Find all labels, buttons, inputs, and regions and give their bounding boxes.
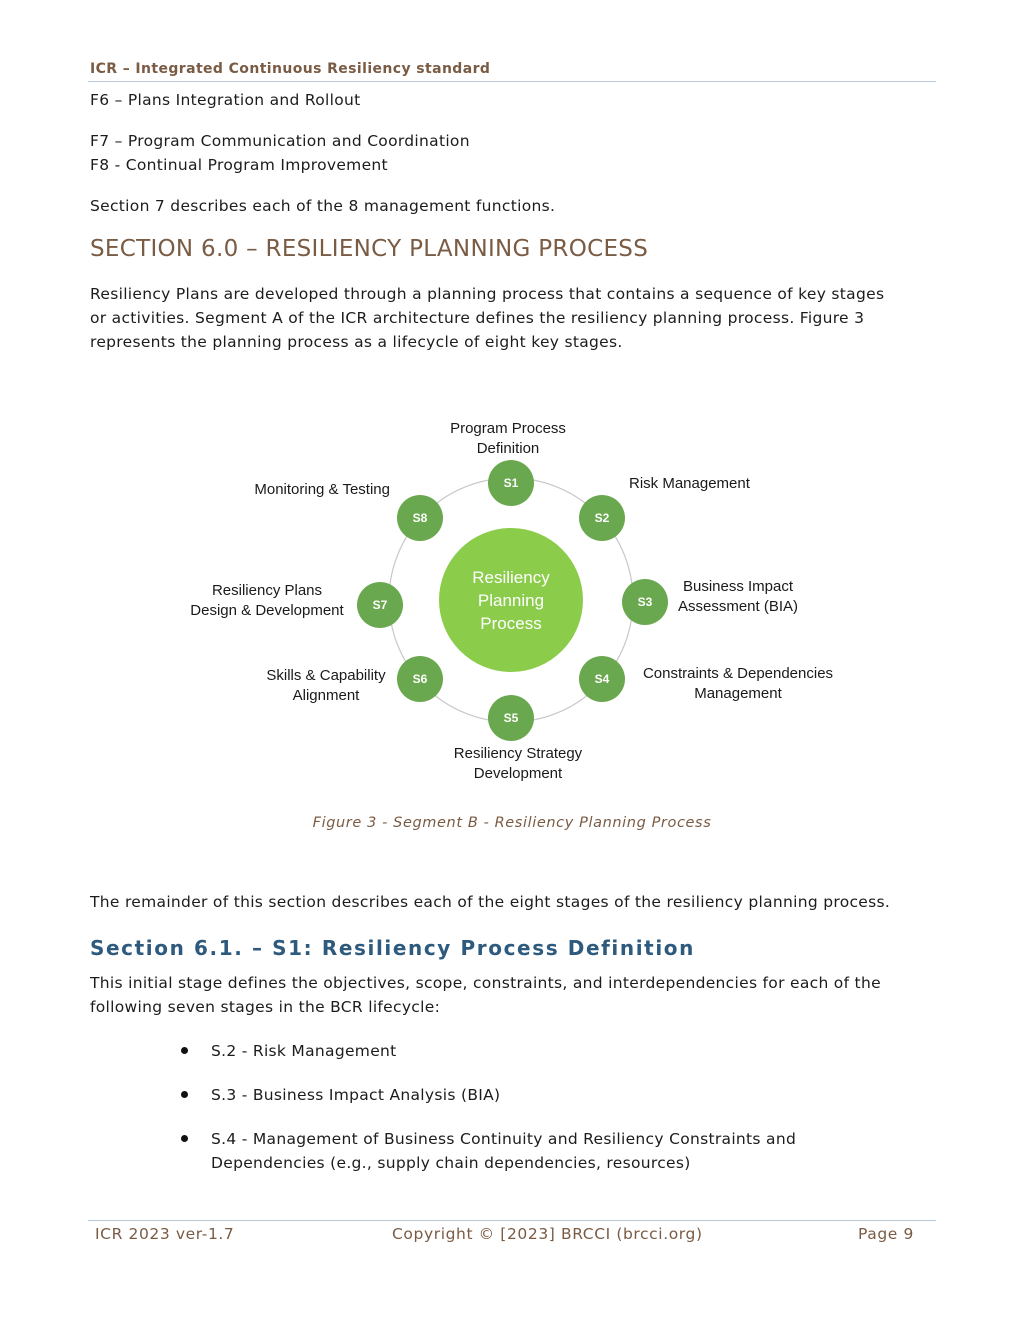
stage-label: Design & Development — [190, 602, 344, 619]
paragraph-line: represents the planning process as a lifecycle of eight key stages. — [90, 333, 623, 351]
stage-label: Alignment — [292, 687, 360, 704]
bullet-dot — [181, 1135, 188, 1142]
center-label-line: Resiliency — [472, 568, 550, 587]
stage-id: S5 — [503, 711, 519, 725]
bullet-line: S.3 - Business Impact Analysis (BIA) — [211, 1086, 501, 1104]
stage-id: S3 — [637, 595, 653, 609]
bullet-item — [211, 1127, 796, 1175]
footer-copyright: Copyright © [2023] BRCCI (brcci.org) — [392, 1225, 703, 1243]
footer-divider — [88, 1220, 936, 1221]
stage-id: S1 — [503, 476, 519, 490]
bullet-dot — [181, 1047, 188, 1054]
stage-label: Development — [473, 765, 563, 782]
stage-id: S6 — [412, 672, 428, 686]
stage-label: Skills & Capability — [266, 667, 386, 684]
stage-label: Assessment (BIA) — [677, 598, 799, 615]
section-heading: SECTION 6.0 – RESILIENCY PLANNING PROCESS — [90, 236, 649, 262]
running-header: ICR – Integrated Continuous Resiliency standard — [90, 61, 491, 77]
footer-version: ICR 2023 ver-1.7 — [95, 1225, 235, 1243]
center-label-line: Process — [480, 614, 542, 633]
paragraph-line: This initial stage defines the objectives, scope, constraints, and interdependencies for each of the — [90, 974, 881, 992]
stage-label: Program Process — [450, 420, 566, 437]
bullet-line: S.2 - Risk Management — [211, 1042, 397, 1060]
bullet-line: Dependencies (e.g., supply chain dependencies, resources) — [211, 1154, 691, 1172]
subsection-paragraph — [90, 971, 940, 1019]
function-f8: F8 - Continual Program Improvement — [90, 156, 388, 174]
stage-label: Resiliency Plans — [211, 582, 323, 599]
figure-caption: Figure 3 - Segment B - Resiliency Planning Process — [312, 815, 712, 831]
header-divider — [88, 81, 936, 82]
function-f6: F6 – Plans Integration and Rollout — [90, 91, 361, 109]
paragraph-line: Resiliency Plans are developed through a planning process that contains a sequence of key stages — [90, 285, 885, 303]
stage-label: Definition — [476, 440, 540, 457]
stage-id: S4 — [594, 672, 610, 686]
stage-label: Business Impact — [682, 578, 794, 595]
bullet-dot — [181, 1091, 188, 1098]
bullet-item — [211, 1039, 397, 1063]
stage-label: Monitoring & Testing — [254, 481, 390, 498]
bullet-line: S.4 - Management of Business Continuity and Resiliency Constraints and — [211, 1130, 797, 1148]
bullet-item — [211, 1083, 500, 1107]
center-label-line: Planning — [477, 591, 545, 610]
paragraph-line: or activities. Segment A of the ICR architecture defines the resiliency planning process. Figure 3 — [90, 309, 865, 327]
section-paragraph — [90, 282, 940, 354]
remainder-text: The remainder of this section describes each of the eight stages of the resiliency planning process. — [90, 893, 891, 911]
stage-label: Risk Management — [629, 475, 750, 492]
stage-label: Constraints & Dependencies — [642, 665, 834, 682]
function-f7: F7 – Program Communication and Coordination — [90, 132, 470, 150]
stage-id: S8 — [412, 511, 428, 525]
stage-label: Management — [694, 685, 782, 702]
stage-label: Resiliency Strategy — [453, 745, 583, 762]
planning-process-diagram — [0, 400, 1024, 800]
stage-id: S7 — [372, 598, 388, 612]
subsection-heading: Section 6.1. – S1: Resiliency Process Definition — [90, 936, 695, 960]
paragraph-line: following seven stages in the BCR lifecycle: — [90, 998, 441, 1016]
stage-id: S2 — [594, 511, 610, 525]
section7-reference: Section 7 describes each of the 8 management functions. — [90, 197, 556, 215]
footer-page-number: Page 9 — [858, 1225, 914, 1243]
